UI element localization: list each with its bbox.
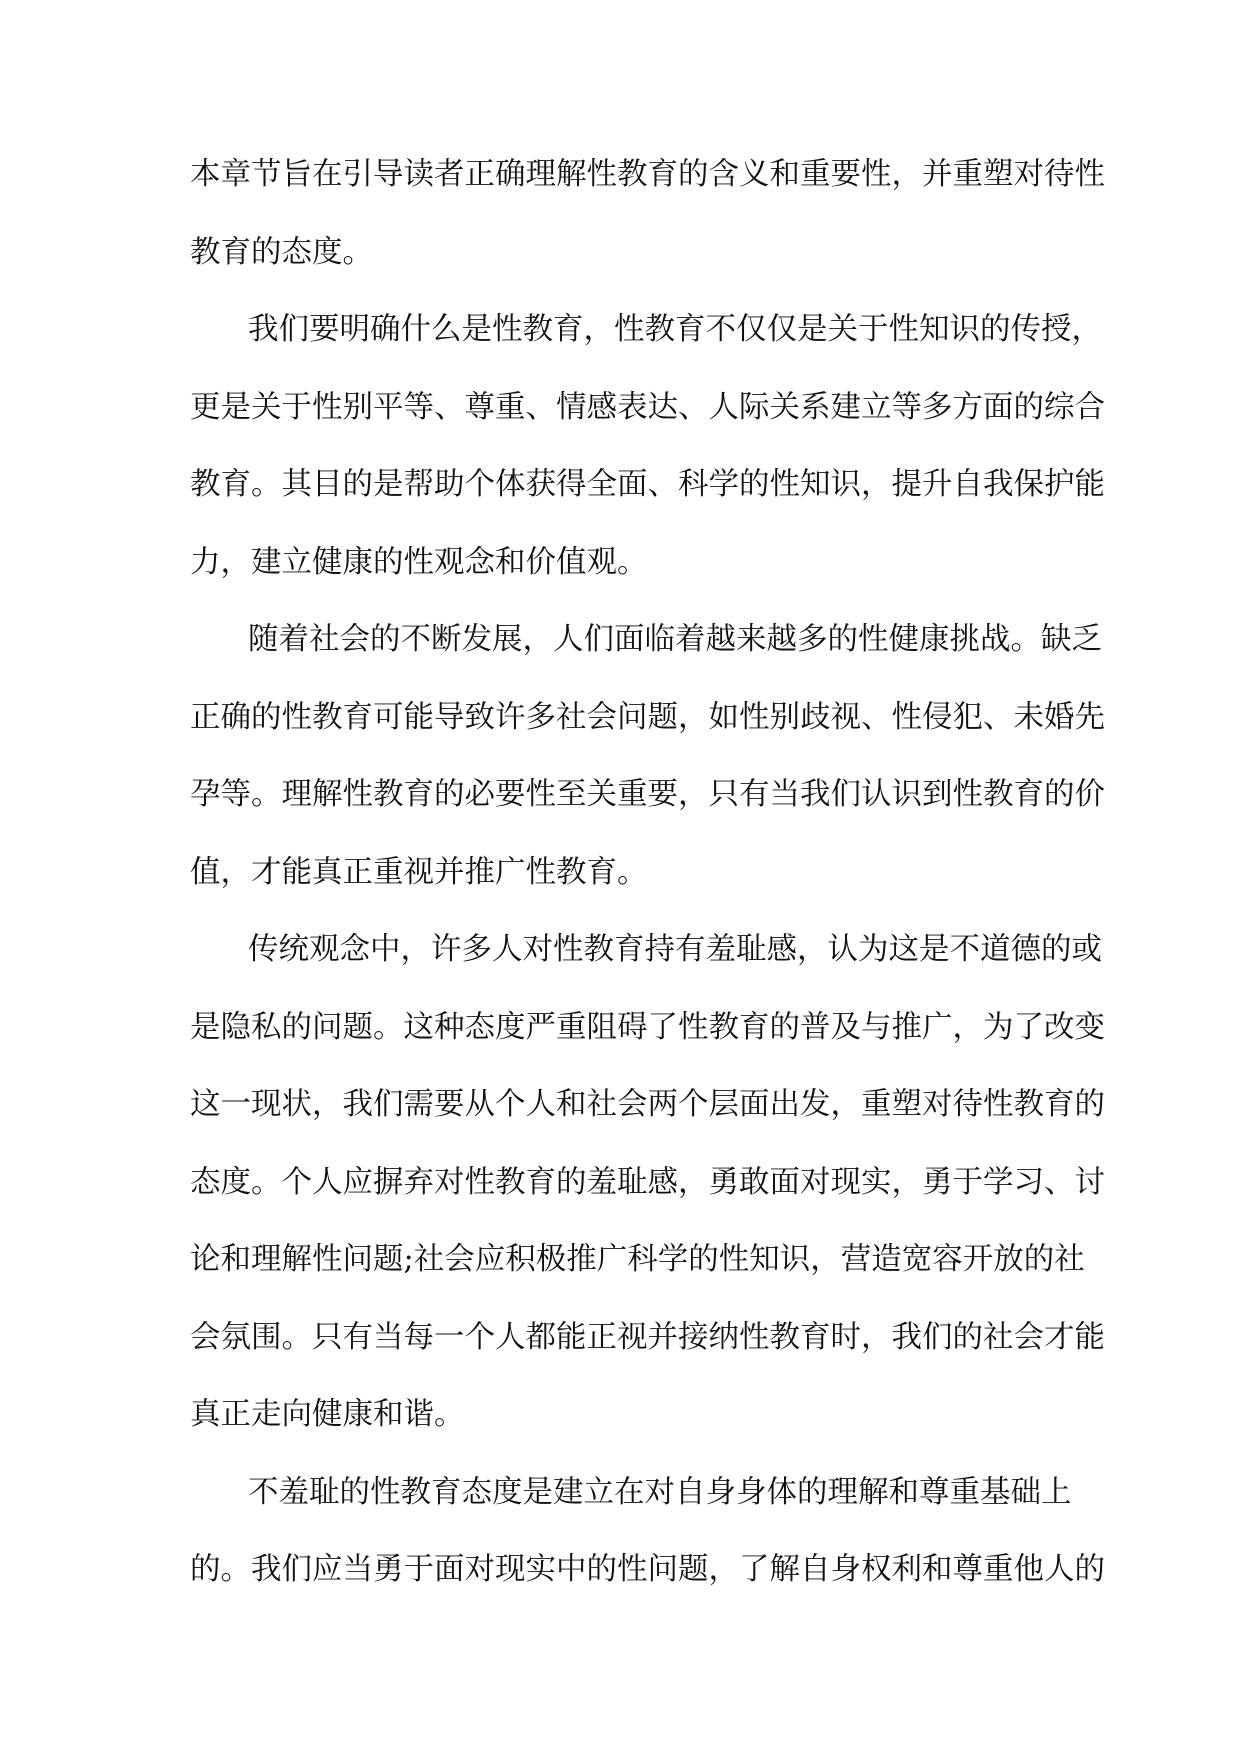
- text-line: 正确的性教育可能导致许多社会问题，如性别歧视、性侵犯、未婚先: [190, 699, 1105, 735]
- text-line: 论和理解性问题;社会应积极推广科学的性知识，营造宽容开放的社: [190, 1242, 1085, 1277]
- paragraph-3: [190, 601, 1105, 911]
- text-line: 值，才能真正重视并推广性教育。: [190, 854, 648, 890]
- text-line: 教育的态度。: [190, 234, 373, 270]
- text-line: 的。我们应当勇于面对现实中的性问题，了解自身权利和尊重他人的: [190, 1552, 1105, 1587]
- text-line: 更是关于性别平等、尊重、情感表达、人际关系建立等多方面的综合: [190, 389, 1105, 425]
- text-line: 力，建立健康的性观念和价值观。: [190, 544, 648, 580]
- text-line: 教育。其目的是帮助个体获得全面、科学的性知识，提升自我保护能: [190, 467, 1105, 502]
- paragraph-1: [190, 136, 1105, 291]
- text-line: 真正走向健康和谐。: [190, 1397, 465, 1432]
- text-line: 这一现状，我们需要从个人和社会两个层面出发，重塑对待性教育的: [190, 1087, 1105, 1122]
- text-line: 传统观念中，许多人对性教育持有羞耻感，认为这是不道德的或: [248, 932, 1102, 967]
- text-line: 随着社会的不断发展，人们面临着越来越多的性健康挑战。缺乏: [248, 622, 1102, 657]
- text-line: 我们要明确什么是性教育，性教育不仅仅是关于性知识的传授，: [248, 312, 1102, 347]
- text-line: 态度。个人应摒弃对性教育的羞耻感，勇敢面对现实，勇于学习、讨: [190, 1164, 1105, 1200]
- paragraph-2: [190, 291, 1105, 601]
- paragraph-5: [190, 1454, 1105, 1609]
- text-line: 孕等。理解性教育的必要性至关重要，只有当我们认识到性教育的价: [190, 777, 1105, 812]
- text-line: 是隐私的问题。这种态度严重阻碍了性教育的普及与推广，为了改变: [190, 1009, 1105, 1045]
- document-body: [190, 136, 1105, 1609]
- paragraph-4: [190, 911, 1105, 1454]
- text-line: 不羞耻的性教育态度是建立在对自身身体的理解和尊重基础上: [248, 1474, 1072, 1510]
- text-line: 会氛围。只有当每一个人都能正视并接纳性教育时，我们的社会才能: [190, 1319, 1105, 1355]
- text-line: 本章节旨在引导读者正确理解性教育的含义和重要性，并重塑对待性: [190, 157, 1105, 192]
